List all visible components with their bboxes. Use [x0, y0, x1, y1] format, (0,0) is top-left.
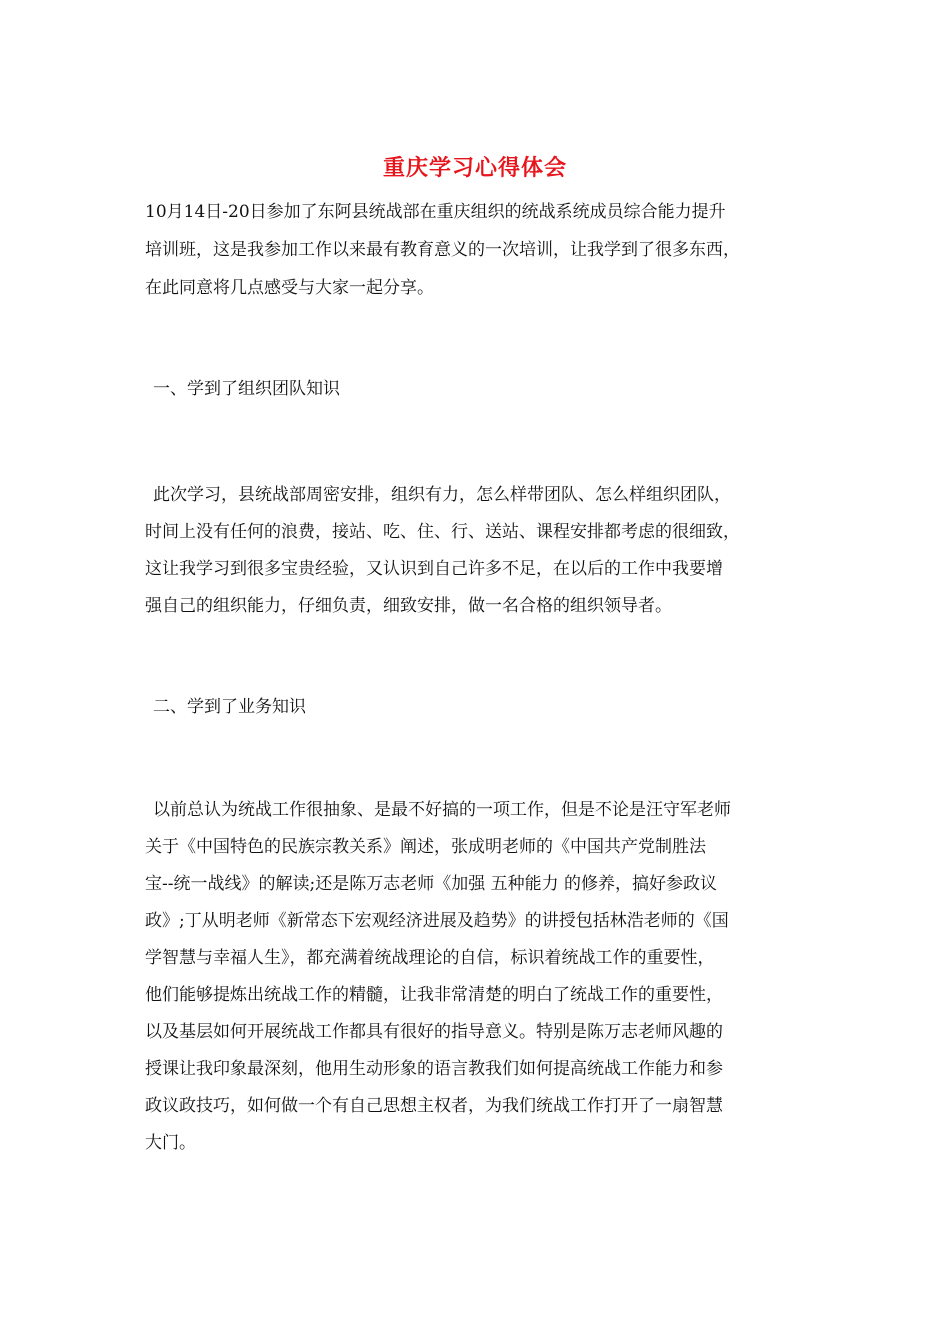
- section2-heading: 二、学到了业务知识: [153, 697, 306, 717]
- section2-line-3: 宝--统一战线》的解读;还是陈万志老师《加强 五种能力 的修养，搞好参政议: [145, 874, 718, 894]
- intro-line-3: 在此同意将几点感受与大家一起分享。: [145, 278, 434, 298]
- section2-line-6: 他们能够提炼出统战工作的精髓，让我非常清楚的明白了统战工作的重要性，: [145, 985, 723, 1005]
- section1-line-3: 这让我学习到很多宝贵经验，又认识到自己许多不足，在以后的工作中我要增: [145, 559, 723, 579]
- section1-line-4: 强自己的组织能力，仔细负责，细致安排，做一名合格的组织领导者。: [145, 596, 672, 616]
- section1-heading: 一、学到了组织团队知识: [153, 379, 340, 399]
- section2-line-8: 授课让我印象最深刻，他用生动形象的语言教我们如何提高统战工作能力和参: [145, 1059, 723, 1079]
- section2-line-7: 以及基层如何开展统战工作都具有很好的指导意义。特别是陈万志老师风趣的: [145, 1022, 723, 1042]
- section2-line-9: 政议政技巧，如何做一个有自己思想主权者，为我们统战工作打开了一扇智慧: [145, 1096, 723, 1116]
- section2-line-5: 学智慧与幸福人生》，都充满着统战理论的自信，标识着统战工作的重要性，: [145, 948, 715, 968]
- section2-line-4: 政》;丁从明老师《新常态下宏观经济进展及趋势》的讲授包括林浩老师的《国: [145, 911, 729, 931]
- intro-line-2: 培训班，这是我参加工作以来最有教育意义的一次培训，让我学到了很多东西，: [145, 240, 740, 260]
- section1-line-1: 此次学习，县统战部周密安排，组织有力，怎么样带团队、怎么样组织团队，: [153, 485, 731, 505]
- intro-line-1: 10月14日-20日参加了东阿县统战部在重庆组织的统战系统成员综合能力提升: [145, 202, 726, 222]
- section2-line-2: 关于《中国特色的民族宗教关系》阐述，张成明老师的《中国共产党制胜法: [145, 837, 706, 857]
- document-title: 重庆学习心得体会: [382, 155, 567, 181]
- section2-line-10: 大门。: [145, 1133, 196, 1153]
- section1-line-2: 时间上没有任何的浪费，接站、吃、住、行、送站、课程安排都考虑的很细致，: [145, 522, 740, 542]
- section2-line-1: 以前总认为统战工作很抽象、是最不好搞的一项工作，但是不论是汪守军老师: [153, 800, 731, 820]
